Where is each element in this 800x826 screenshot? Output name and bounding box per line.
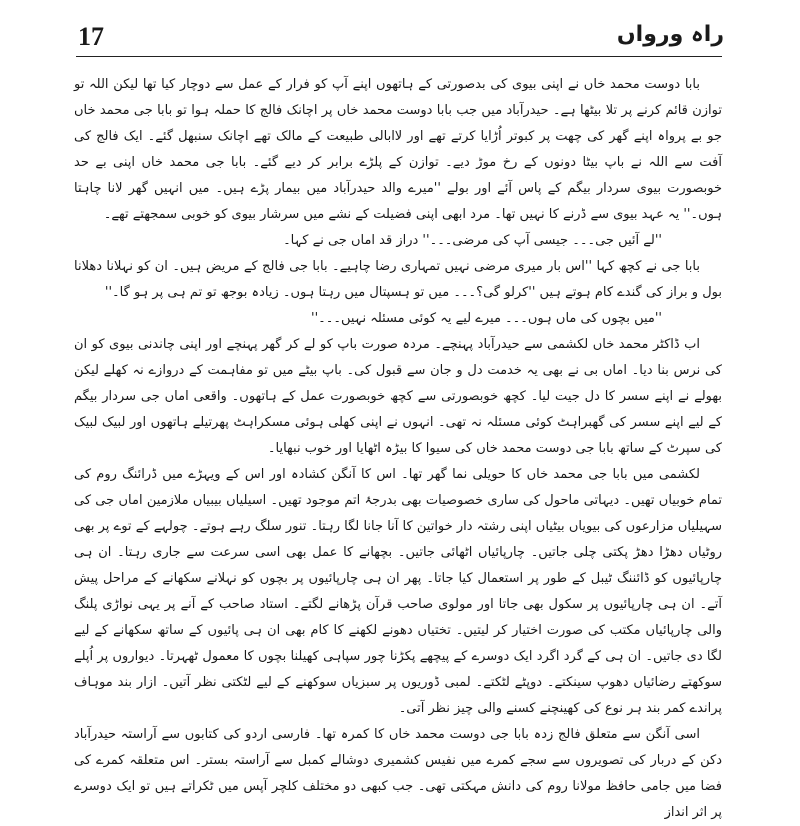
paragraph: ''میں بچوں کی ماں ہوں۔۔۔ میرے لیے یہ کوئی مسئلہ نہیں۔۔۔'' bbox=[311, 311, 662, 326]
paragraph: اب ڈاکٹر محمد خاں لکشمی سے حیدرآباد پہنچے۔ مردہ صورت باپ کو لے کر گھر پہنچے اور اپنی چاندنی بیوی کو ان کی نرس بنا دیا۔ اماں بی نے بھی یہ خدمت دل و جان سے قبول کی۔ باپ بیٹے میں تو مفاہمت کے دروازے نہ کھلے لیکن بھولے نے اپنے سسر کا دل جیت لیا۔ کچھ خوبصورتی سے کچھ خوبصورت عمل کے ہاتھوں۔ واقعی اماں جی سردار بیگم کے لیے اپنے سسر کی گھبراہٹ کوئی مسئلہ نہ تھی۔ انہوں نے اپنی کھلی ہوئی مسکراہٹ پھرتیلے ہاتھوں اور لبیک لبیک کی سپرٹ کے ساتھ بابا جی دوست محمد خاں کی سیوا کا بیڑہ اٹھایا اور خوب نبھایا۔ bbox=[74, 337, 722, 456]
paragraph: لکشمی میں بابا جی محمد خاں کا حویلی نما گھر تھا۔ اس کا آنگن کشادہ اور اس کے ویہڑے میں ڈرائنگ روم کی تمام خوبیاں تھیں۔ دیہاتی ماحول کی ساری خصوصیات بھی بدرجۂ اتم موجود تھیں۔ اسیلیاں بیبیاں ملازمین اماں جی کی سہیلیاں مزارعوں کی بیویاں بیٹیاں اپنی رشتہ دار خواتین کا آنا جانا لگا رہتا۔ تنور سلگ رہے ہوتے۔ چولہے کے توے پر بھی روٹیاں دھڑا دھڑ پکتی چلی جاتیں۔ چارپائیاں اٹھائی جاتیں۔ بچھانے کا عمل بھی اسی سرعت سے جاری رہتا۔ ان ہی چارپائیوں کو ڈائننگ ٹیبل کے طور پر استعمال کیا جاتا۔ پھر ان ہی چارپائیوں پر بچوں کو نہلانے سکھانے کے مراحل پیش آتے۔ ان ہی چارپائیوں پر سکول بھی جاتا اور مولوی صاحب قرآن پڑھانے لگتے۔ استاد صاحب کے آنے پر یہی نواڑی پلنگ والی چارپائیاں مکتب کی صورت اختیار کر لیتیں۔ تختیاں دھونے لکھنے کا کام بھی ان ہی پائیوں کے ساتھ سکھانے کے لیے لگا دی جاتیں۔ ان ہی کے گرد اگرد ایک دوسرے کے پیچھے پکڑنا چور سپاہی کھیلنا بچوں کا معمول ٹھہرتا۔ دیواروں پر اُپلے سوکھتے رضائیاں دھوپ سینکتے۔ دوپٹے لٹکتے۔ لمبی ڈوریوں پر سبزیاں سوکھنے کے لیے لٹکتی نظر آتیں۔ ازار بند موہاف پراندے کمر بند ہر نوع کی کھینچنے کسنے والی چیز نظر آتی۔ bbox=[74, 467, 722, 716]
body-text bbox=[74, 72, 722, 820]
paragraph: بابا جی نے کچھ کہا ''اس بار میری مرضی نہیں تمہاری رضا چاہیے۔ بابا جی فالج کے مریض ہیں۔ ان کو نہلانا دھلانا بول و براز کی گندے کام ہوتے ہیں ''کرلو گی؟۔۔۔ میں تو ہسپتال میں رہتا ہوں۔ زیادہ بوجھ تو تم ہی پر ہو گا۔'' bbox=[74, 259, 722, 300]
running-title: راہ ورواں bbox=[616, 22, 724, 47]
paragraph: ''لے آئیں جی۔۔۔ جیسی آپ کی مرضی۔۔۔'' دراز قد اماں جی نے کہا۔ bbox=[283, 233, 662, 248]
paragraph: بابا دوست محمد خاں نے اپنی بیوی کی بدصورتی کے ہاتھوں اپنے آپ کو فرار کے عمل سے دوچار کیا تھا لیکن اللہ تو توازن قائم کرنے پر تلا بیٹھا ہے۔ حیدرآباد میں جب بابا دوست محمد خاں پر اچانک فالج کا حملہ ہوا تو بابا جی محمد خاں جو بے پرواہ اپنے گھر کی چھت پر کبوتر اُڑایا کرتے تھے اور لاابالی طبیعت کے مالک تھے اچانک سنبھل گئے۔ ایک فالج کی آفت سے اللہ نے باپ بیٹا دونوں کے رخ موڑ دیے۔ توازن کے پلڑے برابر کر دیے گئے۔ بابا جی محمد خاں اپنی بے حد خوبصورت بیوی سردار بیگم کے پاس آئے اور بولے ''میرے والد حیدرآباد میں بیمار پڑے ہیں۔ میں انہیں گھر لانا چاہتا ہوں۔'' یہ عہد بیوی سے ڈرنے کا نہیں تھا۔ مرد ابھی اپنی فضیلت کے نشے میں سرشار بیوی کو خوبی سمجھتے تھے۔ bbox=[74, 77, 722, 222]
header-rule bbox=[76, 56, 722, 57]
page-number: 17 bbox=[78, 22, 104, 51]
paragraph: اسی آنگن سے متعلق فالج زدہ بابا جی دوست محمد خاں کا کمرہ تھا۔ فارسی اردو کی کتابوں سے آراستہ حیدرآباد دکن کے دربار کی تصویروں سے سجے کمرے میں نفیس کشمیری دوشالے کمبل سے آراستہ بستر۔ اس متعلقہ کمرے کی فضا میں جامی حافظ مولانا روم کی دانش مہکتی تھی۔ جب کبھی دو مختلف کلچر آپس میں ٹکراتے ہیں تو ایک دوسرے پر اثر انداز bbox=[74, 727, 722, 820]
